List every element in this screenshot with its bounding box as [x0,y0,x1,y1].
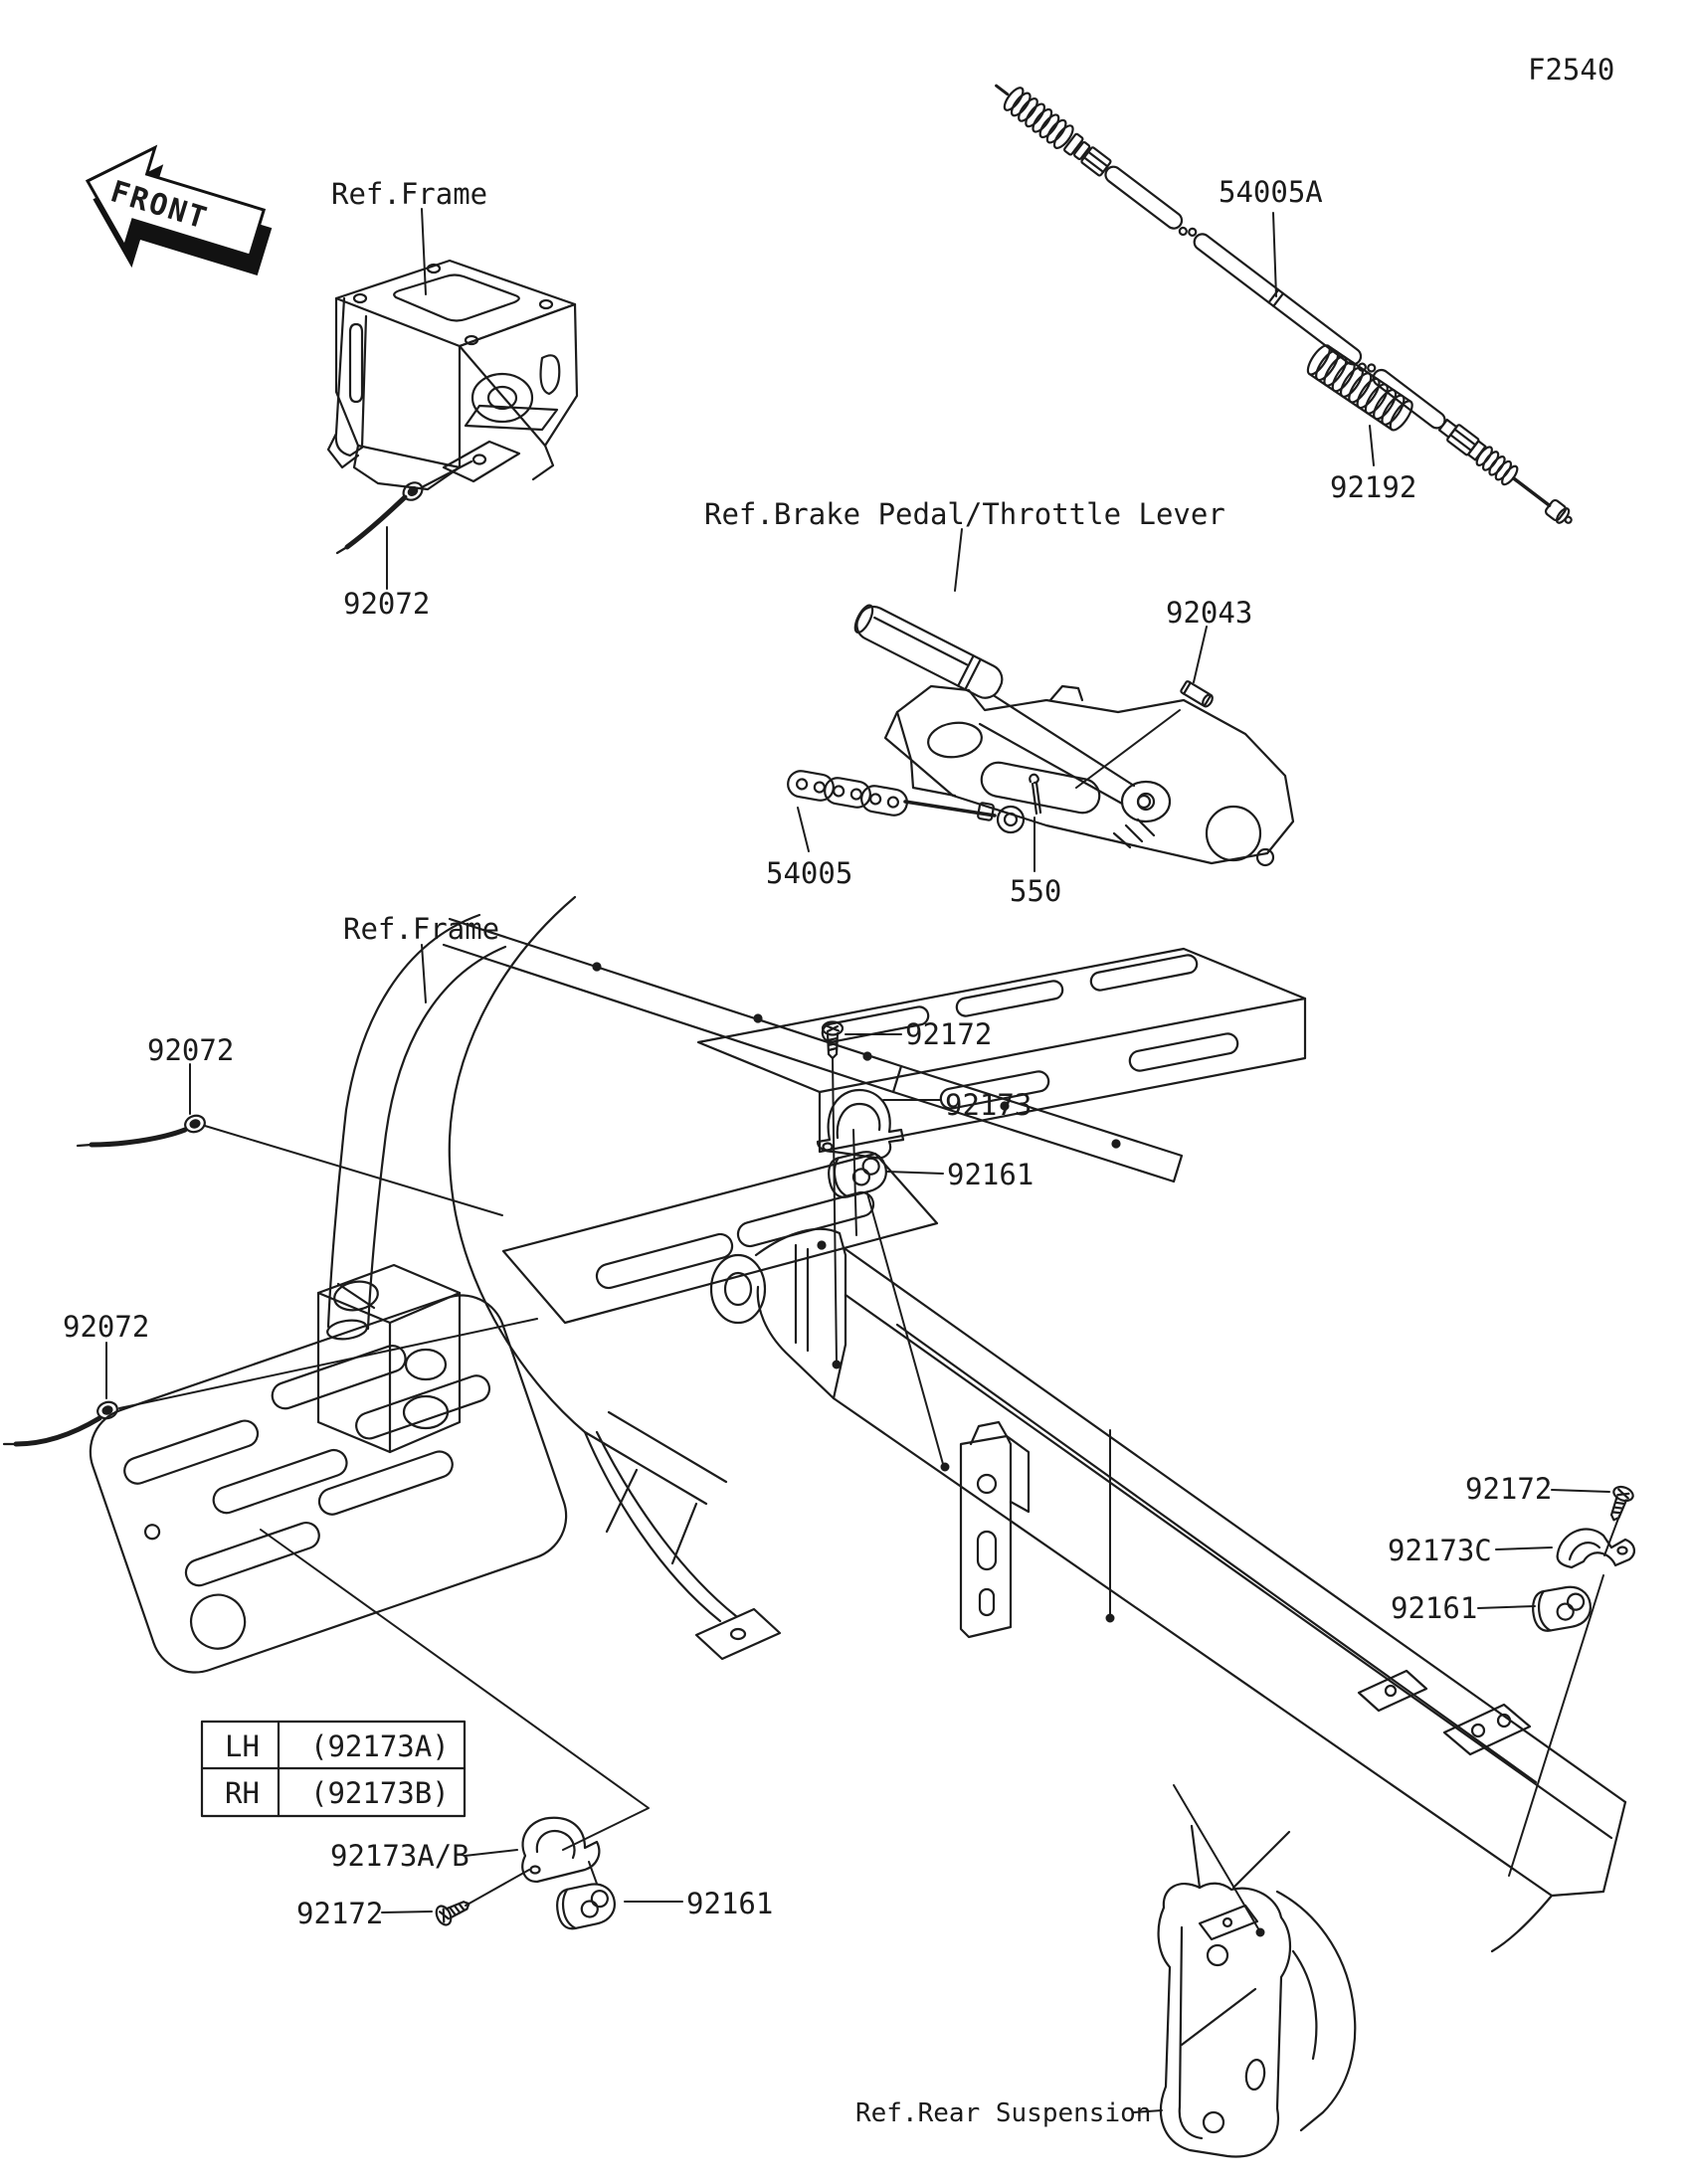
ref-rear-suspension-label: Ref.Rear Suspension [855,2098,1152,2128]
cable-band-drawing [337,461,471,553]
part-label-band: 92072 [147,1033,235,1067]
ref-brake-pedal-label: Ref.Brake Pedal/Throttle Lever [704,497,1225,531]
part-label-brake-cable: 54005 [766,856,853,890]
throttle-cable-drawing [988,75,1579,532]
part-label-cotter-pin: 550 [1010,874,1062,908]
ref-frame-label: Ref.Frame [343,912,500,946]
part-label-damper: 92161 [686,1887,774,1920]
part-label-clamp-lh-rh: 92173A/B [330,1839,470,1873]
table-cell-part: (92173B) [310,1776,450,1810]
part-label-screw: 92172 [905,1017,993,1051]
frame-bracket-drawing [328,261,577,489]
screw-drawing [434,1895,473,1927]
damper-drawing [1530,1583,1594,1632]
ref-frame-label: Ref.Frame [331,177,488,211]
part-label-pin: 92043 [1166,596,1253,630]
part-label-screw: 92172 [1465,1472,1553,1506]
part-label-screw: 92172 [296,1897,384,1930]
rear-suspension-drawing [1159,1826,1356,2157]
damper-drawing [553,1881,618,1931]
part-label-band: 92072 [63,1310,150,1344]
table-cell-side: LH [225,1729,260,1763]
part-label-damper: 92161 [1391,1591,1478,1625]
part-label-throttle-cable: 54005A [1219,175,1323,209]
frame-rear-drawing [79,897,1305,1684]
frame-rail-drawing [711,1229,1625,1951]
clamp-drawing [522,1818,599,1882]
clamp-drawing [1558,1530,1634,1567]
part-label-band: 92072 [343,587,431,621]
part-label-spring: 92192 [1330,470,1417,504]
brake-lever-drawing [786,601,1293,865]
front-direction-arrow [68,131,283,300]
diagram-code-label: F2540 [1528,53,1615,87]
part-label-clamp: 92173 [945,1088,1033,1122]
front-arrow-label: FRONT [106,174,213,238]
part-label-damper: 92161 [947,1158,1034,1191]
table-cell-part: (92173A) [310,1729,450,1763]
table-cell-side: RH [225,1776,260,1810]
cable-band-drawing [78,1113,207,1146]
part-label-clamp-c: 92173C [1388,1534,1492,1567]
